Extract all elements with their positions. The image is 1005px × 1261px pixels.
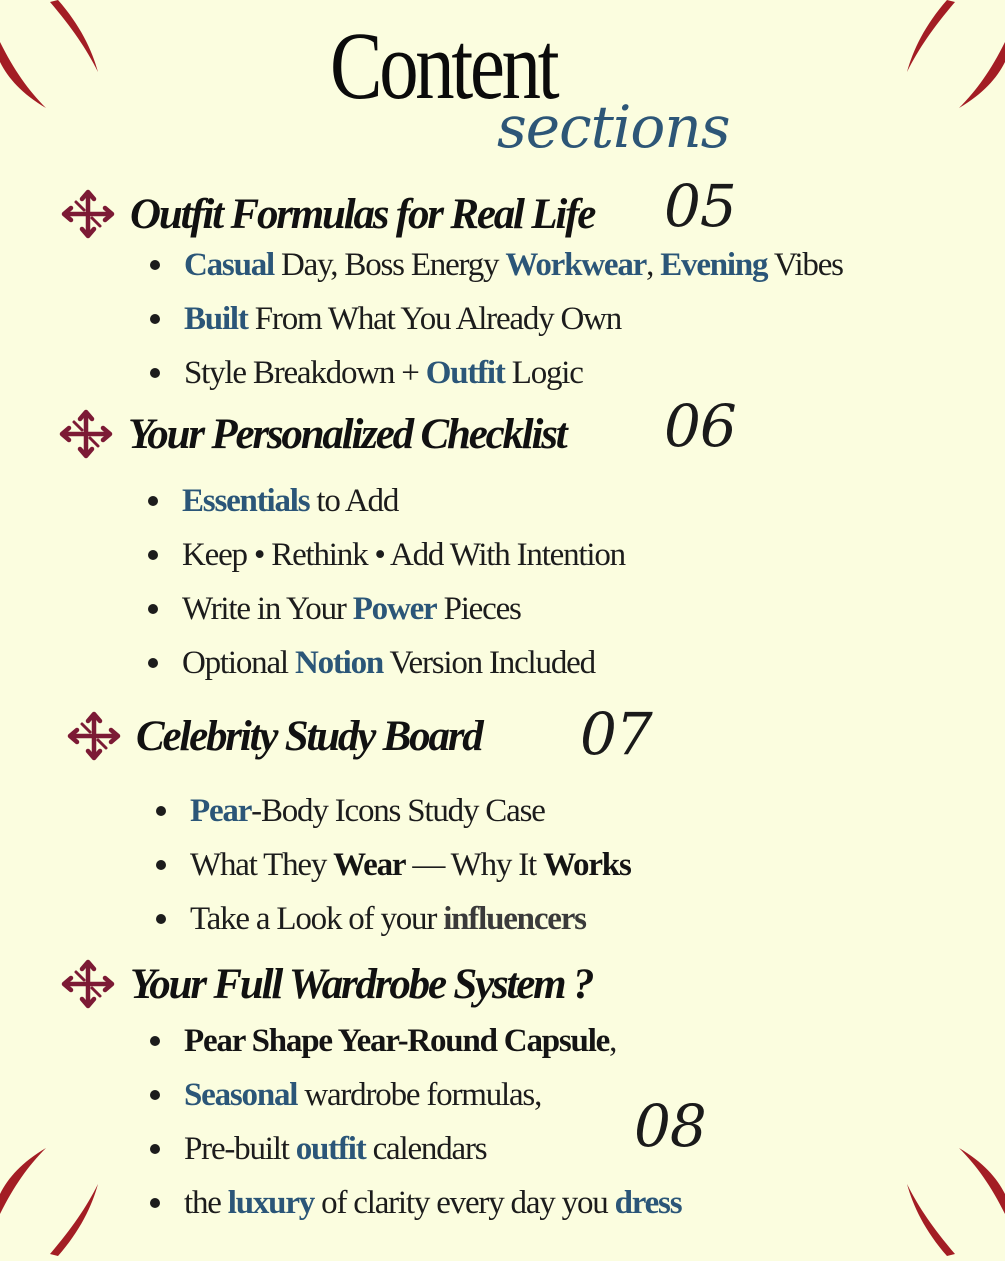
section-title: Celebrity Study Board [136,712,482,760]
section-item-list [156,784,631,946]
highlight-text: Outfit [425,355,505,391]
item-text: Pre-built [184,1131,296,1167]
item-text: Pieces [436,591,521,627]
item-text: Optional [182,645,295,681]
section-number: 05 [664,172,736,240]
item-text: Version Included [383,645,595,681]
four-arrow-star-icon [60,188,116,240]
bullet-item [150,346,843,400]
four-arrow-star-icon [58,408,114,460]
highlight-text: Wear [333,847,406,883]
highlight-text: Casual [184,247,274,283]
item-text: calendars [365,1131,487,1167]
highlight-text: influencers [443,901,586,937]
item-text: the [184,1185,228,1221]
section-heading [60,958,592,1010]
section-title: Your Full Wardrobe System ? [130,960,593,1008]
highlight-text: Notion [294,645,384,681]
highlight-text: Pear Shape Year-Round Capsule [184,1023,610,1059]
item-text: Logic [504,355,583,391]
item-text: Write in Your [182,591,353,627]
item-text: -Body Icons Study Case [251,793,545,829]
four-arrow-star-icon [60,958,116,1010]
highlight-text: Pear [190,793,252,829]
section-heading [66,710,482,762]
highlight-text: Evening [660,247,768,283]
section-number: 08 [634,1092,706,1160]
highlight-text: Seasonal [184,1077,298,1113]
highlight-text: Power [352,591,437,627]
section-number: 07 [580,700,652,768]
bullet-item [150,292,843,346]
bullet-item [148,582,625,636]
item-text: Style Breakdown + [184,355,426,391]
section-title: Outfit Formulas for Real Life [130,190,595,238]
highlight-text: Essentials [182,483,310,519]
bullet-item [148,636,625,690]
bullet-item [150,1014,681,1068]
section-heading [60,188,594,240]
item-text: Day, Boss Energy [274,247,506,283]
item-text: wardrobe formulas, [297,1077,542,1113]
bullet-item [148,474,625,528]
bullet-item [148,528,625,582]
item-text: Keep • Rethink • Add With Intention [182,537,625,573]
bullet-item [150,1176,681,1230]
item-text: to Add [309,483,399,519]
bullet-item [150,238,843,292]
section-number: 06 [664,392,736,460]
four-arrow-star-icon [66,710,122,762]
page-subtitle: sections [497,93,730,161]
section-heading [58,408,566,460]
highlight-text: dress [614,1185,682,1221]
bullet-item [156,892,631,946]
bullet-item [150,1068,681,1122]
corner-ornament-top-left [0,0,120,130]
highlight-text: Works [543,847,631,883]
page-title: Content [330,12,557,119]
item-text: Vibes [767,247,843,283]
highlight-text: outfit [295,1131,366,1167]
item-text: What They [190,847,334,883]
bullet-item [156,784,631,838]
bullet-item [150,1122,681,1176]
item-text: of clarity every day you [314,1185,615,1221]
bullet-item [156,838,631,892]
item-text: , [609,1023,617,1059]
corner-ornament-top-right [885,0,1005,130]
item-text: — Why It [405,847,544,883]
corner-ornament-bottom-left [0,1126,120,1256]
item-text: , [646,247,661,283]
item-text: Take a Look of your [190,901,444,937]
highlight-text: Workwear [505,247,647,283]
item-text: From What You Already Own [247,301,622,337]
highlight-text: luxury [227,1185,315,1221]
highlight-text: Built [184,301,248,337]
section-item-list [150,238,843,400]
corner-ornament-bottom-right [885,1126,1005,1256]
section-item-list [150,1014,681,1230]
section-item-list [148,474,625,690]
section-title: Your Personalized Checklist [128,410,566,458]
